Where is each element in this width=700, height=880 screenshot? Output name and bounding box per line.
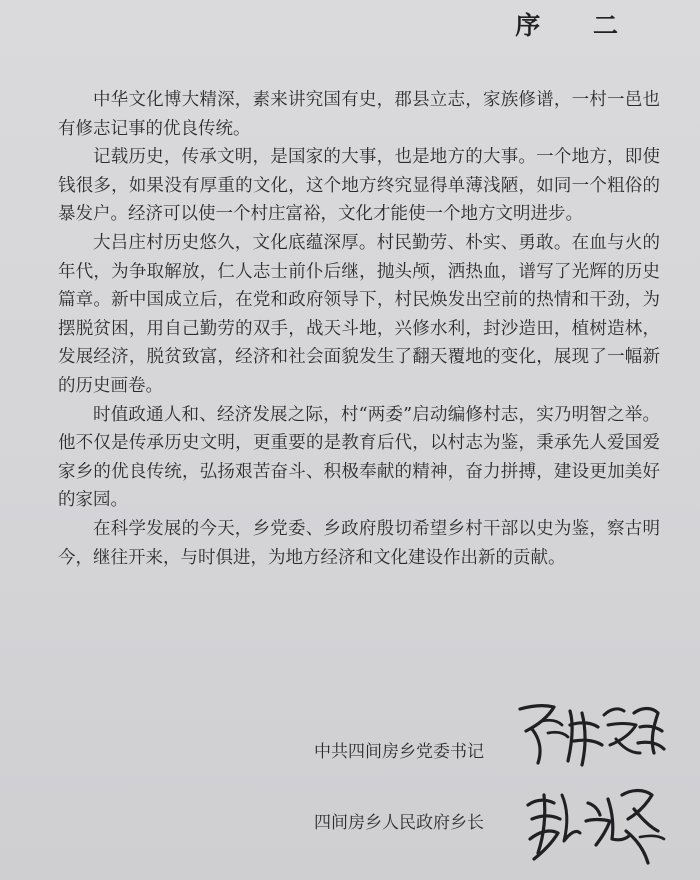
signer-title-party-secretary: 中共四间房乡党委书记 bbox=[314, 742, 484, 762]
paragraph-3: 大吕庄村历史悠久，文化底蕴深厚。村民勤劳、朴实、勇敢。在血与火的年代，为争取解放，仁人志士前仆后继，抛头颅，洒热血，谱写了光辉的历史篇章。新中国成立后，在党和政府领导下，村民焕发出空前的热情和干劲，为摆脱贫困，用自己勤劳的双手，战天斗地，兴修水利，封沙造田，植树造林，发展经济，脱贫致富，经济和社会面貌发生了翻天覆地的变化，展现了一幅新的历史画卷。 bbox=[58, 232, 660, 396]
preface-body bbox=[58, 86, 660, 572]
paragraph-2: 记载历史，传承文明，是国家的大事，也是地方的大事。一个地方，即使钱很多，如果没有厚重的文化，这个地方终究显得单薄浅陋，如同一个粗俗的暴发户。经济可以使一个村庄富裕，文化才能使一个地方文明进步。 bbox=[58, 147, 660, 225]
handwritten-signature-township-head bbox=[522, 775, 672, 875]
paragraph-4: 时值政通人和、经济发展之际，村“两委”启动编修村志，实乃明智之举。他不仅是传承历史文明，更重要的是教育后代，以村志为鉴，秉承先人爱国爱家乡的优良传统，弘扬艰苦奋斗、积极奉献的精神，奋力拼搏，建设更加美好的家园。 bbox=[58, 404, 660, 511]
handwritten-signature-party-secretary bbox=[512, 695, 672, 775]
signer-title-township-head: 四间房乡人民政府乡长 bbox=[314, 813, 484, 833]
paragraph-1: 中华文化博大精深，素来讲究国有史，郡县立志，家族修谱，一村一邑也有修志记事的优良传统。 bbox=[58, 90, 660, 139]
page-title: 序 二 bbox=[515, 11, 640, 40]
paragraph-5: 在科学发展的今天，乡党委、乡政府殷切希望乡村干部以史为鉴，察古明今，继往开来，与时俱进，为地方经济和文化建设作出新的贡献。 bbox=[58, 518, 660, 568]
